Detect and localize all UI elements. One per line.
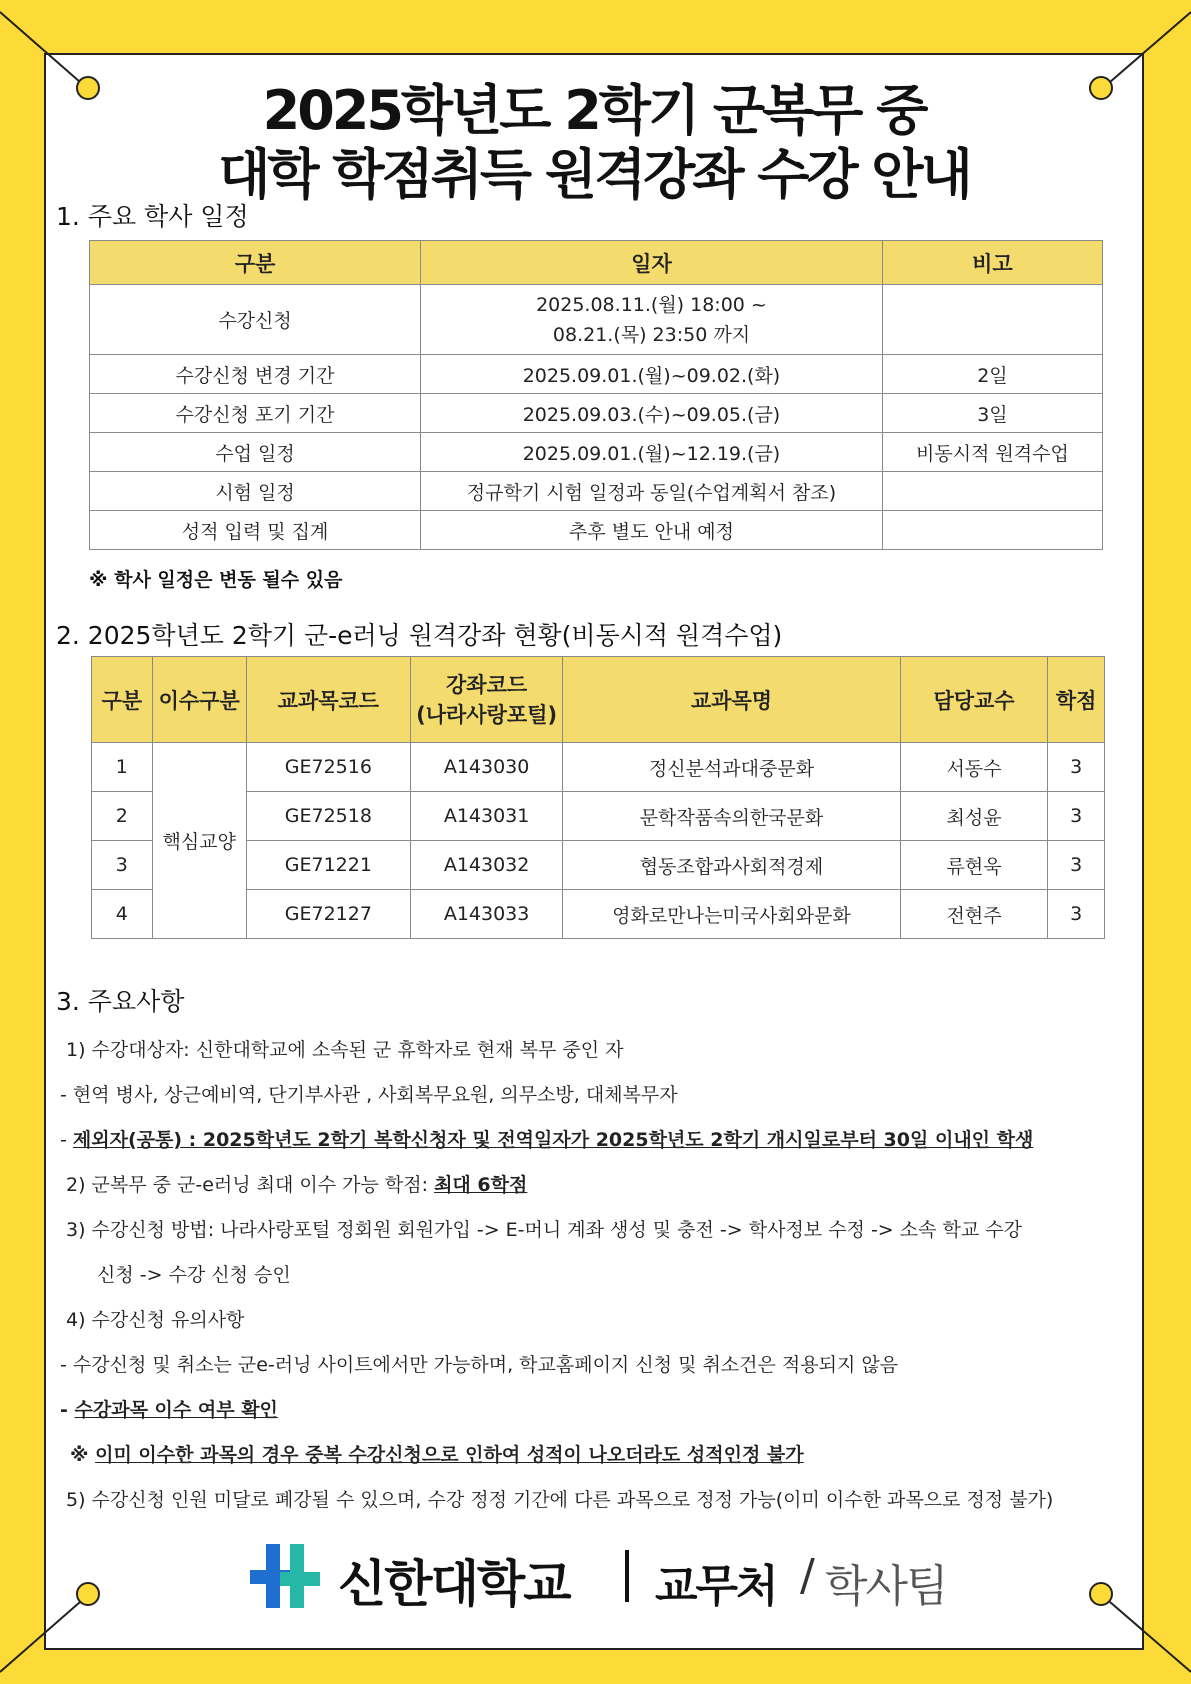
course-header-code: 교과목코드 xyxy=(246,657,410,743)
schedule-category: 수강신청 xyxy=(90,285,421,355)
footer-slash: / xyxy=(800,1550,815,1601)
page-title-line1: 2025학년도 2학기 군복무 중 xyxy=(262,79,926,142)
course-course-code: A143033 xyxy=(410,890,562,939)
course-no: 2 xyxy=(92,792,153,841)
schedule-note: 비동시적 원격수업 xyxy=(882,433,1102,472)
schedule-note: 2일 xyxy=(882,355,1102,394)
course-professor: 류현욱 xyxy=(900,841,1048,890)
course-name: 문학작품속의한국문화 xyxy=(563,792,900,841)
schedule-header: 일자 xyxy=(421,241,883,285)
schedule-row xyxy=(90,355,1103,394)
section3-heading: 3. 주요사항 xyxy=(56,987,185,1016)
notice-line: 5) 수강신청 인원 미달로 폐강될 수 있으며, 수강 정정 기간에 다른 과목으로 정정 가능(이미 이수한 과목으로 정정 불가) xyxy=(66,1489,1054,1511)
footer xyxy=(250,1542,970,1612)
course-no: 3 xyxy=(92,841,153,890)
course-course-code: A143030 xyxy=(410,743,562,792)
schedule-note xyxy=(882,285,1102,355)
schedule-date: 추후 별도 안내 예정 xyxy=(421,511,883,550)
course-credit: 3 xyxy=(1048,743,1105,792)
course-course-code: A143032 xyxy=(410,841,562,890)
course-code: GE72127 xyxy=(246,890,410,939)
duplicate-warning-text: 이미 이수한 과목의 경우 중복 수강신청으로 인하여 성적이 나오더라도 성적인정 불가 xyxy=(95,1444,804,1466)
schedule-category: 성적 입력 및 집계 xyxy=(90,511,421,550)
schedule-date: 2025.09.01.(월)~12.19.(금) xyxy=(421,433,883,472)
notice-line: - 수강신청 및 취소는 군e-러닝 사이트에서만 가능하며, 학교홈페이지 신청 및 취소건은 적용되지 않음 xyxy=(60,1354,899,1376)
course-code: GE72516 xyxy=(246,743,410,792)
course-header-course-code xyxy=(410,657,562,743)
course-no: 4 xyxy=(92,890,153,939)
notice-line: 4) 수강신청 유의사항 xyxy=(66,1309,245,1331)
course-header-name: 교과목명 xyxy=(563,657,900,743)
course-name: 영화로만나는미국사회와문화 xyxy=(563,890,900,939)
schedule-row xyxy=(90,472,1103,511)
schedule-date-line: 2025.08.11.(월) 18:00 ~ xyxy=(536,293,767,316)
schedule-table xyxy=(89,240,1103,550)
course-row xyxy=(92,743,1105,792)
course-header-no: 구분 xyxy=(92,657,153,743)
course-credit: 3 xyxy=(1048,841,1105,890)
course-table xyxy=(91,656,1105,939)
schedule-header: 구분 xyxy=(90,241,421,285)
page-title-line2: 대학 학점취득 원격강좌 수강 안내 xyxy=(218,143,970,206)
course-no: 1 xyxy=(92,743,153,792)
course-course-code: A143031 xyxy=(410,792,562,841)
notice-line xyxy=(66,1170,527,1197)
course-type: 핵심교양 xyxy=(152,743,246,939)
university-name: 신한대학교 xyxy=(338,1555,570,1613)
course-name: 협동조합과사회적경제 xyxy=(563,841,900,890)
course-credit: 3 xyxy=(1048,792,1105,841)
schedule-date: 2025.09.01.(월)~09.02.(화) xyxy=(421,355,883,394)
team-name: 학사팀 xyxy=(825,1561,947,1612)
schedule-row xyxy=(90,285,1103,355)
course-professor: 최성윤 xyxy=(900,792,1048,841)
footer-separator xyxy=(625,1550,629,1602)
schedule-category: 수강신청 포기 기간 xyxy=(90,394,421,433)
notice-line xyxy=(70,1440,804,1467)
schedule-note: 3일 xyxy=(882,394,1102,433)
schedule-date xyxy=(421,285,883,355)
course-header-type: 이수구분 xyxy=(152,657,246,743)
course-code: GE71221 xyxy=(246,841,410,890)
schedule-row xyxy=(90,433,1103,472)
schedule-date-line: 08.21.(목) 23:50 까지 xyxy=(552,323,751,346)
course-header-course-code-line: (나라사랑포털) xyxy=(416,702,558,727)
notice-line: 3) 수강신청 방법: 나라사랑포털 정회원 회원가입 -> E-머니 계좌 생성 및 충전 -> 학사정보 수정 -> 소속 학교 수강 xyxy=(66,1219,1022,1241)
department-name: 교무처 xyxy=(655,1561,777,1612)
course-professor: 서동수 xyxy=(900,743,1048,792)
notice-line: - 현역 병사, 상근예비역, 단기부사관 , 사회복무요원, 의무소방, 대체복무자 xyxy=(60,1084,678,1106)
notice-prefix: ※ xyxy=(70,1444,96,1466)
course-credit: 3 xyxy=(1048,890,1105,939)
check-completion-text: 수강과목 이수 여부 확인 xyxy=(74,1399,278,1421)
section1-heading: 1. 주요 학사 일정 xyxy=(56,202,249,231)
schedule-note xyxy=(882,511,1102,550)
schedule-footnote: ※ 학사 일정은 변동 될수 있음 xyxy=(89,569,343,591)
university-logo-icon xyxy=(250,1544,322,1608)
course-header-credit: 학점 xyxy=(1048,657,1105,743)
course-code: GE72518 xyxy=(246,792,410,841)
schedule-date: 2025.09.03.(수)~09.05.(금) xyxy=(421,394,883,433)
notice-text: 2) 군복무 중 군-e러닝 최대 이수 가능 학점: xyxy=(66,1174,435,1196)
course-header-course-code-line: 강좌코드 xyxy=(446,672,528,697)
schedule-category: 수강신청 변경 기간 xyxy=(90,355,421,394)
notice-line: 신청 -> 수강 신청 승인 xyxy=(97,1264,291,1286)
schedule-category: 수업 일정 xyxy=(90,433,421,472)
course-header-professor: 담당교수 xyxy=(900,657,1048,743)
schedule-date: 정규학기 시험 일정과 동일(수업계획서 참조) xyxy=(421,472,883,511)
notice-line xyxy=(60,1125,1033,1152)
schedule-note xyxy=(882,472,1102,511)
course-professor: 전현주 xyxy=(900,890,1048,939)
section2-heading: 2. 2025학년도 2학기 군-e러닝 원격강좌 현황(비동시적 원격수업) xyxy=(56,621,783,650)
max-credit-text: 최대 6학점 xyxy=(434,1174,528,1196)
schedule-category: 시험 일정 xyxy=(90,472,421,511)
notice-line: 1) 수강대상자: 신한대학교에 소속된 군 휴학자로 현재 복무 중인 자 xyxy=(66,1039,624,1061)
notice-prefix: - xyxy=(60,1399,75,1421)
exclusion-text: 제외자(공통) : 2025학년도 2학기 복학신청자 및 전역일자가 2025학년도 2학기 개시일로부터 30일 이내인 학생 xyxy=(72,1129,1034,1151)
notice-line xyxy=(60,1395,278,1422)
schedule-header: 비고 xyxy=(882,241,1102,285)
schedule-row xyxy=(90,511,1103,550)
notice-prefix: - xyxy=(60,1129,73,1151)
schedule-row xyxy=(90,394,1103,433)
course-name: 정신분석과대중문화 xyxy=(563,743,900,792)
